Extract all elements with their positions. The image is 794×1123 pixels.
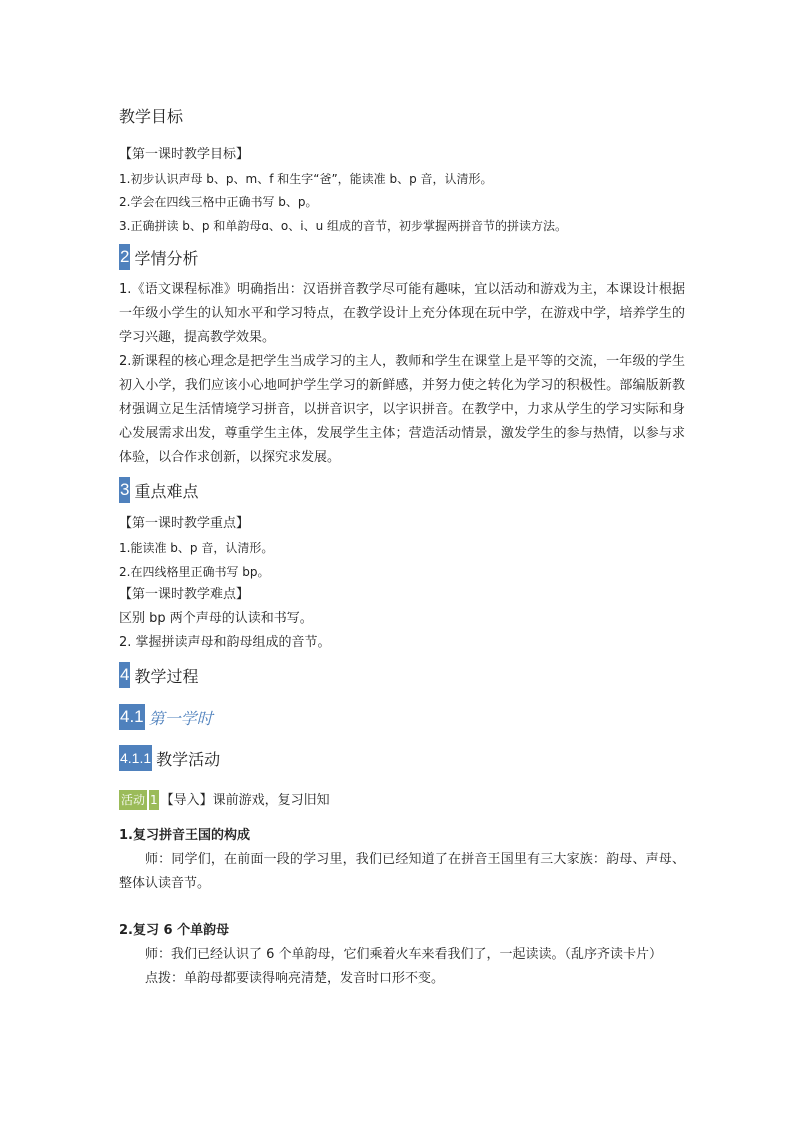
section-title: 学情分析: [134, 248, 199, 268]
step-title: 2.复习 6 个单韵母: [119, 923, 230, 938]
subsubsection-number: 4.1.1: [119, 745, 152, 771]
goal-item: 2.学会在四线三格中正确书写 b、p。: [119, 195, 318, 209]
activity-label: 活动: [119, 790, 147, 810]
activity-title: 【导入】课前游戏，复习旧知: [160, 792, 330, 808]
page-heading: 教学目标: [119, 107, 184, 126]
step-text: 点拨：单韵母都要读得响亮清楚，发音时口形不变。: [145, 971, 445, 986]
activity-heading: [119, 790, 679, 810]
subsubsection-title: 教学活动: [156, 749, 221, 769]
subsection-heading: [119, 704, 679, 730]
section-heading-4: [119, 662, 679, 688]
goals-label: 【第一课时教学目标】: [119, 147, 250, 162]
key-point-item: 2.在四线格里正确书写 bp。: [119, 565, 270, 579]
difficulty-label: 【第一课时教学难点】: [119, 587, 250, 602]
section-title: 重点难点: [134, 481, 199, 501]
subsection-number: 4.1: [119, 704, 145, 730]
step-title: 1.复习拼音王国的构成: [119, 828, 250, 843]
difficulty-item: 2. 掌握拼读声母和韵母组成的音节。: [119, 635, 331, 650]
subsubsection-heading: [119, 745, 679, 771]
section-heading-2: [119, 244, 679, 270]
difficulty-item: 区别 bp 两个声母的认读和书写。: [119, 611, 313, 626]
section-number: 4: [119, 662, 130, 688]
section-number: 3: [119, 477, 130, 503]
goal-item: 1.初步认识声母 b、p、m、f 和生字“爸”，能读准 b、p 音，认清形。: [119, 172, 493, 186]
section-number: 2: [119, 244, 130, 270]
analysis-paragraph: 1.《语文课程标准》明确指出：汉语拼音教学尽可能有趣味，宜以活动和游戏为主，本课设计根据一年级小学生的认知水平和学习特点，在教学设计上充分体现在玩中学，在游戏中学，培养学生的学习兴趣，提高教学效果。: [119, 282, 685, 345]
key-points-label: 【第一课时教学重点】: [119, 516, 250, 531]
key-point-item: 1.能读准 b、p 音，认清形。: [119, 541, 274, 555]
step-text: 师：我们已经认识了 6 个单韵母，它们乘着火车来看我们了，一起读读。（乱序齐读卡片）: [145, 947, 663, 962]
subsection-title: 第一学时: [148, 708, 213, 728]
section-heading-3: [119, 477, 679, 503]
section-title: 教学过程: [134, 666, 199, 686]
goal-item: 3.正确拼读 b、p 和单韵母ɑ、o、i、u 组成的音节，初步掌握两拼音节的拼读方法。: [119, 219, 568, 233]
step-text: 师：同学们，在前面一段的学习里，我们已经知道了在拼音王国里有三大家族：韵母、声母、整体认读音节。: [119, 852, 685, 891]
analysis-paragraph: 2.新课程的核心理念是把学生当成学习的主人，教师和学生在课堂上是平等的交流，一年级的学生初入小学，我们应该小心地呵护学生学习的新鲜感，并努力使之转化为学习的积极性。部编版新教材强调立足生活情境学习拼音，以拼音识字，以字识拼音。在教学中，力求从学生的学习实际和身心发展需求出发，尊重学生主体，发展学生主体；营造活动情景，激发学生的参与热情，以参与求体验，以合作求创新，以探究求发展。: [119, 354, 685, 465]
activity-number: 1: [149, 790, 159, 810]
